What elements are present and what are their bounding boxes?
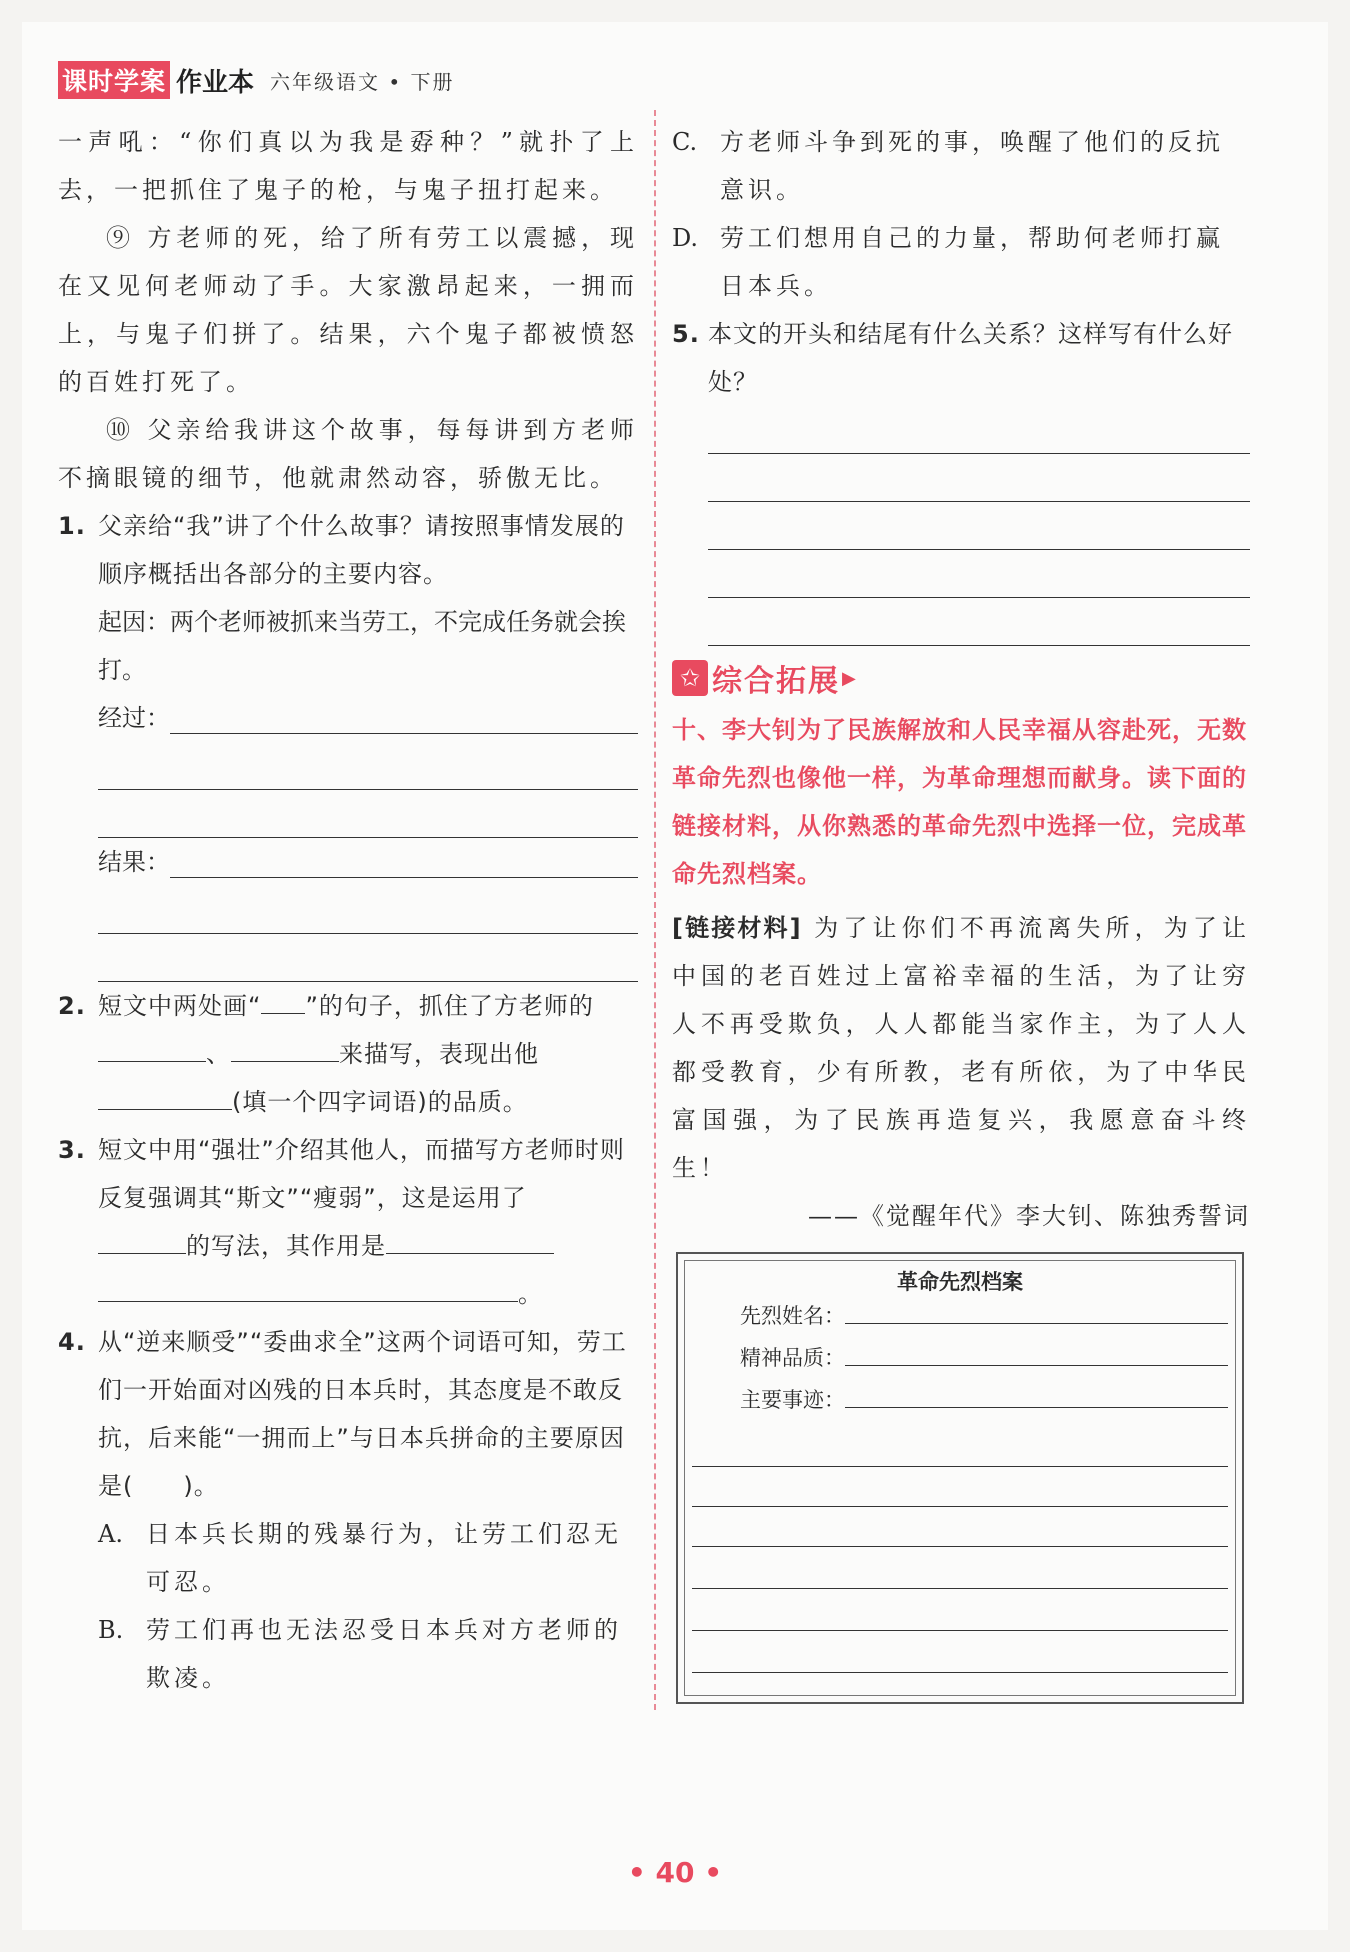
book-label: 作业本 [176, 67, 255, 98]
answer-line[interactable] [708, 406, 1250, 454]
q1-process-line[interactable] [58, 694, 638, 742]
material-text: 为了让你们不再流离失所，为了让中国的老百姓过上富裕幸福的生活，为了让穷人不再受欺负，人人都能当家作主，为了人人都受教育，少有所教，老有所依，为了中华民富国强，为了民族再造复兴，我愿意奋斗终生！ [672, 914, 1250, 1182]
answer-blank[interactable] [170, 703, 638, 734]
question-text: 父亲给“我”讲了个什么故事？请按照事情发展的顺序概括出各部分的主要内容。 [98, 512, 625, 588]
column-divider [654, 110, 656, 1710]
option-b[interactable] [58, 1606, 638, 1702]
answer-blank[interactable] [231, 1035, 339, 1062]
star-icon: ✩ [672, 660, 708, 696]
deeds-label: 主要事迹： [740, 1388, 845, 1412]
question-number: 5. [672, 320, 700, 348]
underline-sample [261, 987, 305, 1014]
answer-line[interactable] [98, 886, 638, 934]
page-number: • 40 • [627, 1856, 723, 1889]
question-3 [58, 1126, 638, 1318]
task-prompt: 十、李大钊为了民族解放和人民幸福从容赴死，无数革命先烈也像他一样，为革命理想而献身。读下面的链接材料，从你熟悉的革命先烈中选择一位，完成革命先烈档案。 [672, 716, 1247, 888]
martyr-name-field[interactable] [740, 1290, 1228, 1330]
q3-text-part: 。 [518, 1280, 543, 1308]
option-text: 劳工们再也无法忍受日本兵对方老师的欺凌。 [146, 1616, 622, 1692]
answer-line[interactable] [692, 1672, 1228, 1673]
q2-text-part: ”的句子，抓住了方老师的 [305, 992, 594, 1020]
question-2 [58, 982, 638, 1126]
option-a[interactable] [58, 1510, 638, 1606]
option-letter: A. [98, 1520, 123, 1548]
right-column [672, 118, 1250, 1240]
q2-text-part: 短文中两处画“ [98, 992, 262, 1020]
question-text: 从“逆来顺受”“委曲求全”这两个词语可知，劳工们一开始面对凶残的日本兵时，其态度是不敢反抗，后来能“一拥而上”与日本兵拼命的主要原因是( )。 [98, 1328, 627, 1500]
section-header [672, 656, 856, 700]
arrow-icon: ▶ [842, 667, 856, 689]
question-5 [672, 310, 1250, 406]
answer-blank[interactable] [845, 1299, 1228, 1324]
option-letter: C. [672, 128, 698, 156]
question-1 [58, 502, 638, 598]
q2-text-part: (填一个四字词语)的品质。 [232, 1088, 528, 1116]
question-4 [58, 1318, 638, 1510]
answer-line[interactable] [692, 1588, 1228, 1589]
option-letter: D. [672, 224, 699, 252]
answer-line[interactable] [692, 1630, 1228, 1631]
answer-line[interactable] [708, 454, 1250, 502]
answer-line[interactable] [692, 1506, 1228, 1507]
martyr-name-label: 先烈姓名： [740, 1304, 845, 1328]
material-tag: [链接材料] [672, 914, 802, 942]
martyr-archive-box [676, 1252, 1244, 1704]
answer-line[interactable] [692, 1546, 1228, 1547]
brand-label: 课时学案 [58, 61, 170, 99]
option-c[interactable] [672, 118, 1250, 214]
q2-text-part: 来描写，表现出他 [339, 1040, 539, 1068]
question-number: 2. [58, 992, 86, 1020]
option-text: 日本兵长期的残暴行为，让劳工们忍无可忍。 [146, 1520, 622, 1596]
page-header [58, 62, 455, 98]
option-text: 劳工们想用自己的力量，帮助何老师打赢日本兵。 [720, 224, 1224, 300]
passage-paragraph-9: ⑨ 方老师的死，给了所有劳工以震撼，现在又见何老师动了手。大家激昂起来，一拥而上，与鬼子们拼了。结果，六个鬼子都被愤怒的百姓打死了。 [58, 224, 638, 396]
question-number: 3. [58, 1136, 86, 1164]
question-number: 4. [58, 1328, 86, 1356]
q1-result-label: 结果： [98, 848, 170, 876]
answer-line[interactable] [708, 598, 1250, 646]
passage-paragraph-10: ⑩ 父亲给我讲这个故事，每每讲到方老师不摘眼镜的细节，他就肃然动容，骄傲无比。 [58, 416, 638, 492]
passage-paragraph: 一声吼：“你们真以为我是孬种？”就扑了上去，一把抓住了鬼子的枪，与鬼子扭打起来。 [58, 128, 638, 204]
q1-process-label: 经过： [98, 704, 170, 732]
answer-line[interactable] [708, 502, 1250, 550]
spirit-label: 精神品质： [740, 1346, 845, 1370]
archive-title: 革命先烈档案 [897, 1270, 1023, 1294]
question-number: 1. [58, 512, 86, 540]
answer-blank[interactable] [98, 1083, 232, 1110]
q1-start-text: 起因：两个老师被抓来当劳工，不完成任务就会挨打。 [98, 608, 626, 684]
answer-blank[interactable] [845, 1341, 1228, 1366]
option-d[interactable] [672, 214, 1250, 310]
subject-label: 六年级语文 • 下册 [270, 69, 455, 94]
answer-blank[interactable] [845, 1383, 1228, 1408]
deeds-field[interactable] [740, 1374, 1228, 1414]
section-title: 综合拓展 [712, 664, 840, 699]
option-letter: B. [98, 1616, 124, 1644]
q3-text-part: 的写法，其作用是 [186, 1232, 386, 1260]
answer-blank[interactable] [98, 1275, 518, 1302]
question-text: 本文的开头和结尾有什么关系？这样写有什么好处？ [708, 320, 1233, 396]
spirit-field[interactable] [740, 1332, 1228, 1372]
answer-line[interactable] [708, 550, 1250, 598]
question-text: 短文中用“强壮”介绍其他人，而描写方老师时则反复强调其“斯文”“瘦弱”，这是运用了 [98, 1136, 625, 1212]
q2-text-part: 、 [206, 1040, 231, 1068]
answer-line[interactable] [98, 742, 638, 790]
answer-blank[interactable] [386, 1227, 554, 1254]
left-column [58, 118, 638, 1702]
answer-blank[interactable] [98, 1035, 206, 1062]
answer-line[interactable] [98, 934, 638, 982]
answer-line[interactable] [692, 1466, 1228, 1467]
answer-blank[interactable] [170, 847, 638, 878]
answer-blank[interactable] [98, 1227, 186, 1254]
option-text: 方老师斗争到死的事，唤醒了他们的反抗意识。 [720, 128, 1224, 204]
material-source: ——《觉醒年代》李大钊、陈独秀誓词 [808, 1202, 1250, 1230]
answer-line[interactable] [98, 790, 638, 838]
q1-result-line[interactable] [58, 838, 638, 886]
link-material [672, 904, 1250, 1192]
